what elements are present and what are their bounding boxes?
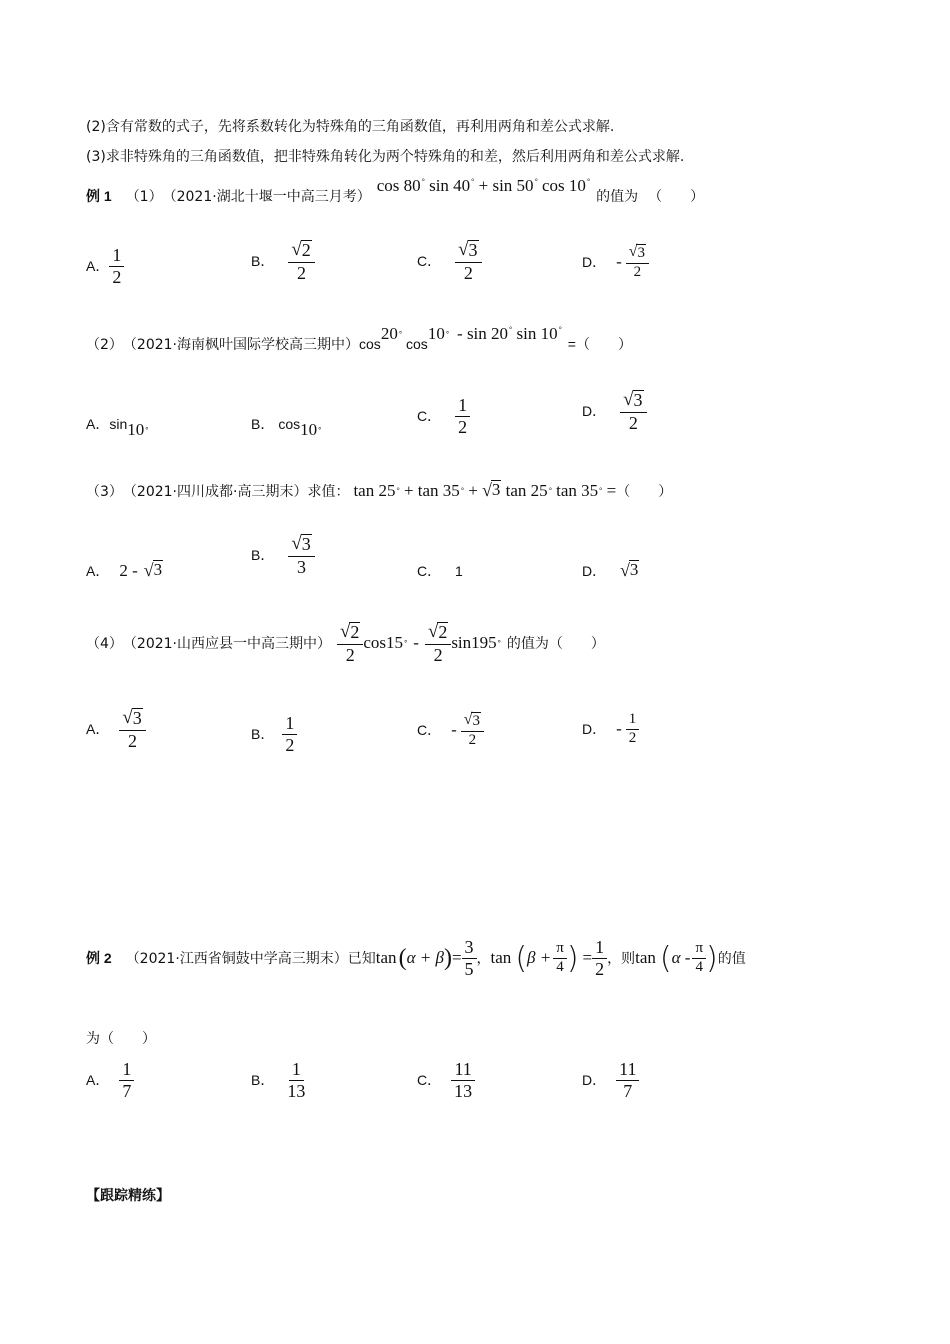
option-c: C． $\frac{11}{13}$: [417, 1060, 475, 1101]
option-d: D． √ 3: [582, 560, 639, 580]
equals-sign: =: [567, 336, 576, 352]
option-a: A． √ 3 2: [86, 708, 146, 751]
fraction: √ 3 2: [620, 390, 646, 433]
fraction: √ 3 2: [455, 240, 481, 283]
fraction: √ 2 2: [288, 240, 314, 283]
option-b: B． $\frac{1}{13}$: [251, 1060, 308, 1101]
given-2: tan ( β + $\frac{\pi}{4}$ ) = $\frac{1}{2}$: [491, 938, 608, 979]
option-c: C． - √ 3 2: [417, 712, 484, 748]
option-b: B． cos 10 °: [251, 416, 322, 439]
problem-expression: tan 25 ° + tan 35 ° + √ 3 tan 25 ° tan 35 ° =: [353, 480, 617, 500]
option-a: A． sin 10 °: [86, 416, 149, 439]
problem-number: （1）: [125, 189, 163, 205]
option-a: A． 2 - √ 3: [86, 560, 163, 580]
option-c: C． √ 3 2: [417, 240, 482, 283]
fraction: √ 3 2: [461, 712, 484, 748]
option-b: B． $\frac{1}{2}$: [251, 714, 297, 755]
answer-blank: （ ）: [575, 337, 632, 353]
example-1-problem-1: [86, 176, 705, 206]
problem-expression: cos 20 ° cos 10 ° - sin 20° sin 10°: [359, 324, 562, 352]
fraction: √ 3 3: [288, 534, 314, 577]
example-1-problem-4: [86, 622, 605, 665]
then-text: ，则: [607, 951, 636, 968]
option-b: B． √ 3 3: [251, 534, 315, 577]
problem-source: （2021·山西应县一中高三期中）: [122, 636, 332, 653]
given-1: tan ( α + β ) = $\frac{3}{5}$: [376, 938, 477, 979]
section-heading: 【跟踪精练】: [86, 1188, 170, 1204]
answer-blank: （ ）: [616, 483, 673, 500]
option-a: A． $\frac{1}{7}$: [86, 1060, 134, 1101]
example-1-problem-2: [86, 324, 632, 354]
example-label: 例 1: [86, 188, 112, 204]
problem-expression: √ 2 2 cos15 ° - √ 2 2 sin195 °: [337, 622, 501, 665]
fraction: $\frac{1}{2}$: [109, 246, 124, 287]
fraction: $\frac{11}{7}$: [616, 1060, 639, 1101]
problem-number: （2）: [86, 337, 123, 353]
option-c: C． $\frac{1}{2}$: [417, 396, 470, 437]
option-d: D． - $\frac{1}{2}$: [582, 712, 639, 747]
intro-line-2: (2)含有常数的式子，先将系数转化为特殊角的三角函数值，再利用两角和差公式求解.: [86, 119, 615, 135]
option-c: C． 1: [417, 563, 463, 579]
problem-expression: cos 80° sin 40° + sin 50° cos 10°: [376, 176, 591, 195]
problem-suffix: 的值: [717, 951, 746, 968]
target-expression: tan ( α - $\frac{\pi}{4}$ ): [635, 940, 718, 976]
fraction: √ 3 2: [119, 708, 145, 751]
fraction: $\frac{1}{2}$: [626, 712, 640, 747]
example-label: 例 2: [86, 950, 112, 967]
fraction: $\frac{1}{13}$: [287, 1059, 306, 1101]
option-a: A． $\frac{1}{2}$: [86, 246, 124, 287]
problem-suffix: 的值为: [596, 189, 639, 205]
problem-source: （2021·海南枫叶国际学校高三期中）: [122, 337, 360, 353]
option-d: D． - √ 3 2: [582, 244, 649, 280]
fraction: $\frac{1}{7}$: [119, 1060, 134, 1101]
problem-suffix: 的值为: [506, 636, 549, 653]
example-1-problem-3: [86, 480, 672, 501]
fraction: √ 3 2: [626, 244, 649, 280]
option-d: D． $\frac{11}{7}$: [582, 1060, 639, 1101]
problem-number: （4）: [86, 636, 123, 653]
option-b: B． √ 2 2: [251, 240, 315, 283]
problem-source: （2021·湖北十堰一中高三月考）: [162, 189, 371, 205]
problem-source: （2021·四川成都·高三期末）求值：: [122, 483, 350, 500]
example-2-line-2: 为（ ）: [86, 1031, 156, 1047]
fraction: $\frac{1}{2}$: [455, 396, 470, 437]
answer-blank: （ ）: [548, 636, 605, 653]
fraction: $\frac{11}{13}$: [451, 1060, 475, 1101]
option-d: D． √ 3 2: [582, 390, 647, 433]
comma: ，: [476, 951, 491, 968]
fraction: $\frac{1}{2}$: [282, 714, 297, 755]
problem-source: （2021·江西省铜鼓中学高三期末）已知: [125, 951, 376, 968]
intro-line-3: (3)求非特殊角的三角函数值，把非特殊角转化为两个特殊角的和差，然后利用两角和差公式求解.: [86, 149, 685, 165]
problem-number: （3）: [86, 483, 123, 500]
example-2-problem: [86, 938, 746, 979]
answer-blank: （ ）: [648, 189, 705, 205]
